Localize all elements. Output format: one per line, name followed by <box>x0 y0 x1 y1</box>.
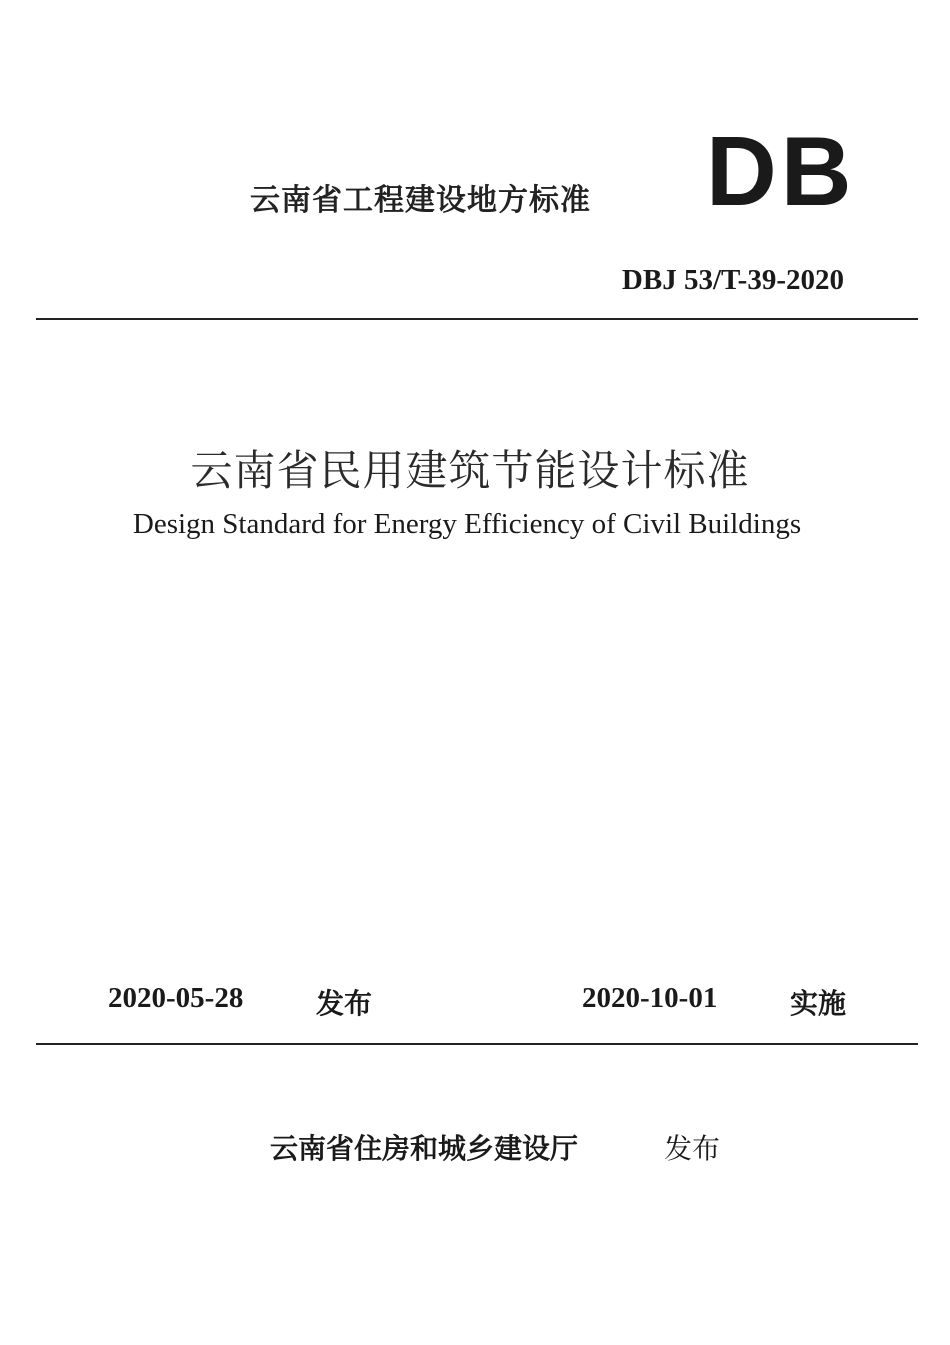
publish-label: 发布 <box>316 987 373 1020</box>
title-chinese: 云南省民用建筑节能设计标准 <box>190 446 750 495</box>
title-english: Design Standard for Energy Efficiency of Civil Buildings <box>132 508 802 540</box>
issuing-authority: 云南省住房和城乡建设厅 <box>270 1132 579 1165</box>
standard-number: DBJ 53/T-39-2020 <box>621 264 844 296</box>
publish-date: 2020-05-28 <box>108 982 244 1014</box>
standard-category: 云南省工程建设地方标准 <box>250 183 591 218</box>
top-divider <box>36 318 918 320</box>
implement-label: 实施 <box>790 987 847 1020</box>
bottom-divider <box>36 1043 918 1045</box>
issuing-action: 发布 <box>664 1132 721 1165</box>
implement-date: 2020-10-01 <box>582 982 718 1014</box>
db-mark: DB <box>706 116 856 226</box>
